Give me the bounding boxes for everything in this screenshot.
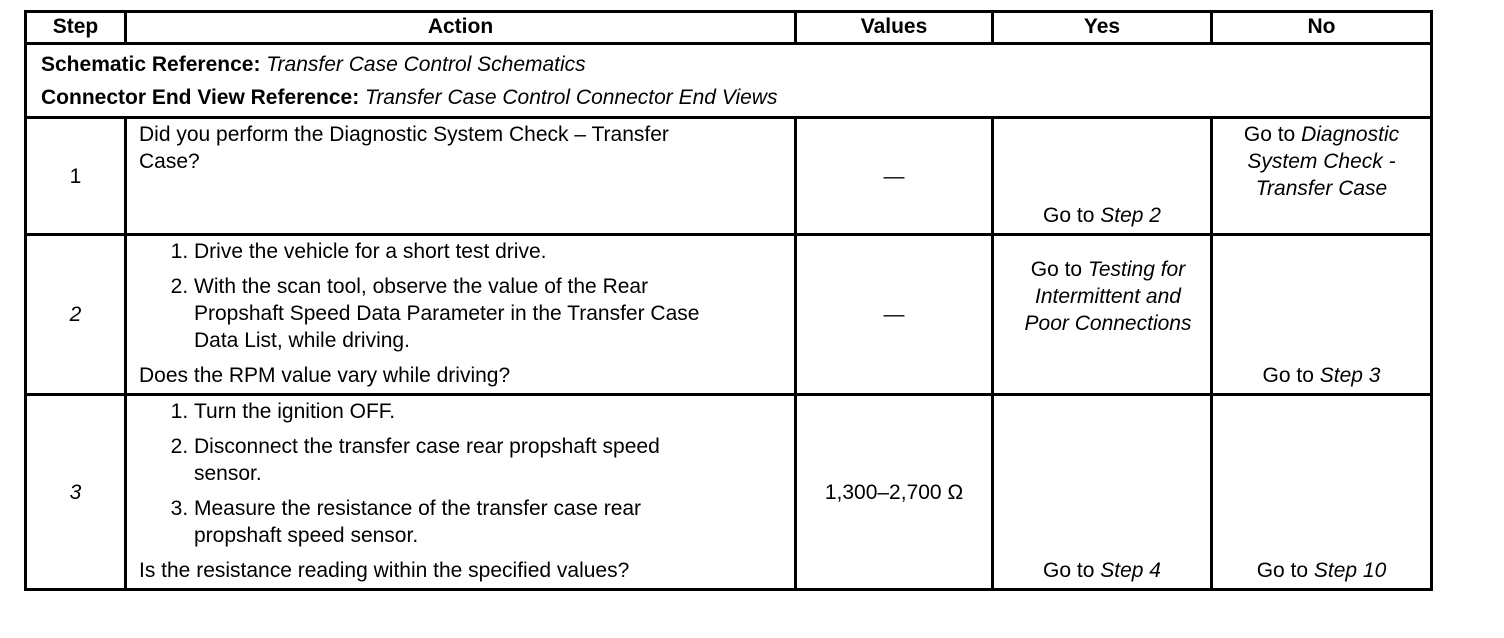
no-cell bbox=[1212, 235, 1432, 395]
yes-cell bbox=[993, 118, 1212, 235]
no-link[interactable]: Diagnostic System Check - Transfer Case bbox=[1247, 123, 1400, 200]
yes-prefix: Go to bbox=[1043, 559, 1101, 582]
no-link[interactable]: Step 10 bbox=[1313, 559, 1387, 582]
header-no: No bbox=[1212, 12, 1432, 44]
yes-outcome bbox=[994, 202, 1210, 229]
header-row bbox=[26, 12, 1432, 44]
table-row bbox=[26, 235, 1432, 395]
no-outcome bbox=[1213, 362, 1430, 389]
no-outcome bbox=[1213, 119, 1430, 202]
table-row bbox=[26, 118, 1432, 235]
yes-prefix: Go to bbox=[1043, 204, 1101, 227]
action-cell bbox=[126, 395, 796, 590]
step-item: 2. With the scan tool, observe the value of the Rear Propshaft Speed Data Parameter in the Transfer Case Data List, while driving. bbox=[194, 273, 784, 354]
yes-link[interactable]: Testing for Intermittent and Poor Connections bbox=[1024, 258, 1192, 335]
step-question: Is the resistance reading within the specified values? bbox=[139, 559, 630, 582]
schematic-reference-link[interactable]: Transfer Case Control Schematics bbox=[266, 53, 586, 76]
header-action: Action bbox=[126, 12, 796, 44]
no-prefix: Go to bbox=[1262, 364, 1320, 387]
diagnostic-table bbox=[24, 10, 1433, 591]
step-list bbox=[139, 238, 784, 354]
schematic-reference-label: Schematic Reference: bbox=[41, 53, 261, 76]
no-outcome bbox=[1213, 557, 1430, 584]
schematic-reference bbox=[41, 48, 1416, 81]
step-question: Does the RPM value vary while driving? bbox=[139, 364, 511, 387]
no-cell bbox=[1212, 118, 1432, 235]
step-list bbox=[139, 398, 784, 549]
connector-reference-label: Connector End View Reference: bbox=[41, 86, 360, 109]
step-number: 3 bbox=[26, 395, 126, 590]
header-step: Step bbox=[26, 12, 126, 44]
yes-cell bbox=[993, 395, 1212, 590]
step-item: 1. Drive the vehicle for a short test drive. bbox=[194, 238, 784, 265]
step-item: 2. Disconnect the transfer case rear propshaft speed sensor. bbox=[194, 433, 784, 487]
yes-cell bbox=[993, 235, 1212, 395]
action-cell bbox=[126, 118, 796, 235]
step-number: 1 bbox=[26, 118, 126, 235]
step-number: 2 bbox=[26, 235, 126, 395]
value-cell: — bbox=[796, 235, 993, 395]
references-row bbox=[26, 44, 1432, 118]
no-prefix: Go to bbox=[1243, 123, 1302, 146]
connector-reference-link[interactable]: Transfer Case Control Connector End Views bbox=[365, 86, 778, 109]
action-cell bbox=[126, 235, 796, 395]
step-question: Did you perform the Diagnostic System Check – Transfer Case? bbox=[139, 123, 669, 173]
yes-outcome bbox=[994, 236, 1210, 337]
yes-prefix: Go to bbox=[1030, 258, 1088, 281]
header-values: Values bbox=[796, 12, 993, 44]
step-item: 1. Turn the ignition OFF. bbox=[194, 398, 784, 425]
yes-outcome bbox=[994, 557, 1210, 584]
no-cell bbox=[1212, 395, 1432, 590]
references-cell bbox=[26, 44, 1432, 118]
no-link[interactable]: Step 3 bbox=[1319, 364, 1381, 387]
value-cell: — bbox=[796, 118, 993, 235]
value-cell: 1,300–2,700 Ω bbox=[796, 395, 993, 590]
connector-reference bbox=[41, 81, 1416, 114]
yes-link[interactable]: Step 2 bbox=[1100, 204, 1161, 227]
table-row bbox=[26, 395, 1432, 590]
header-yes: Yes bbox=[993, 12, 1212, 44]
step-item: 3. Measure the resistance of the transfer case rear propshaft speed sensor. bbox=[194, 495, 784, 549]
yes-link[interactable]: Step 4 bbox=[1100, 559, 1161, 582]
no-prefix: Go to bbox=[1256, 559, 1314, 582]
